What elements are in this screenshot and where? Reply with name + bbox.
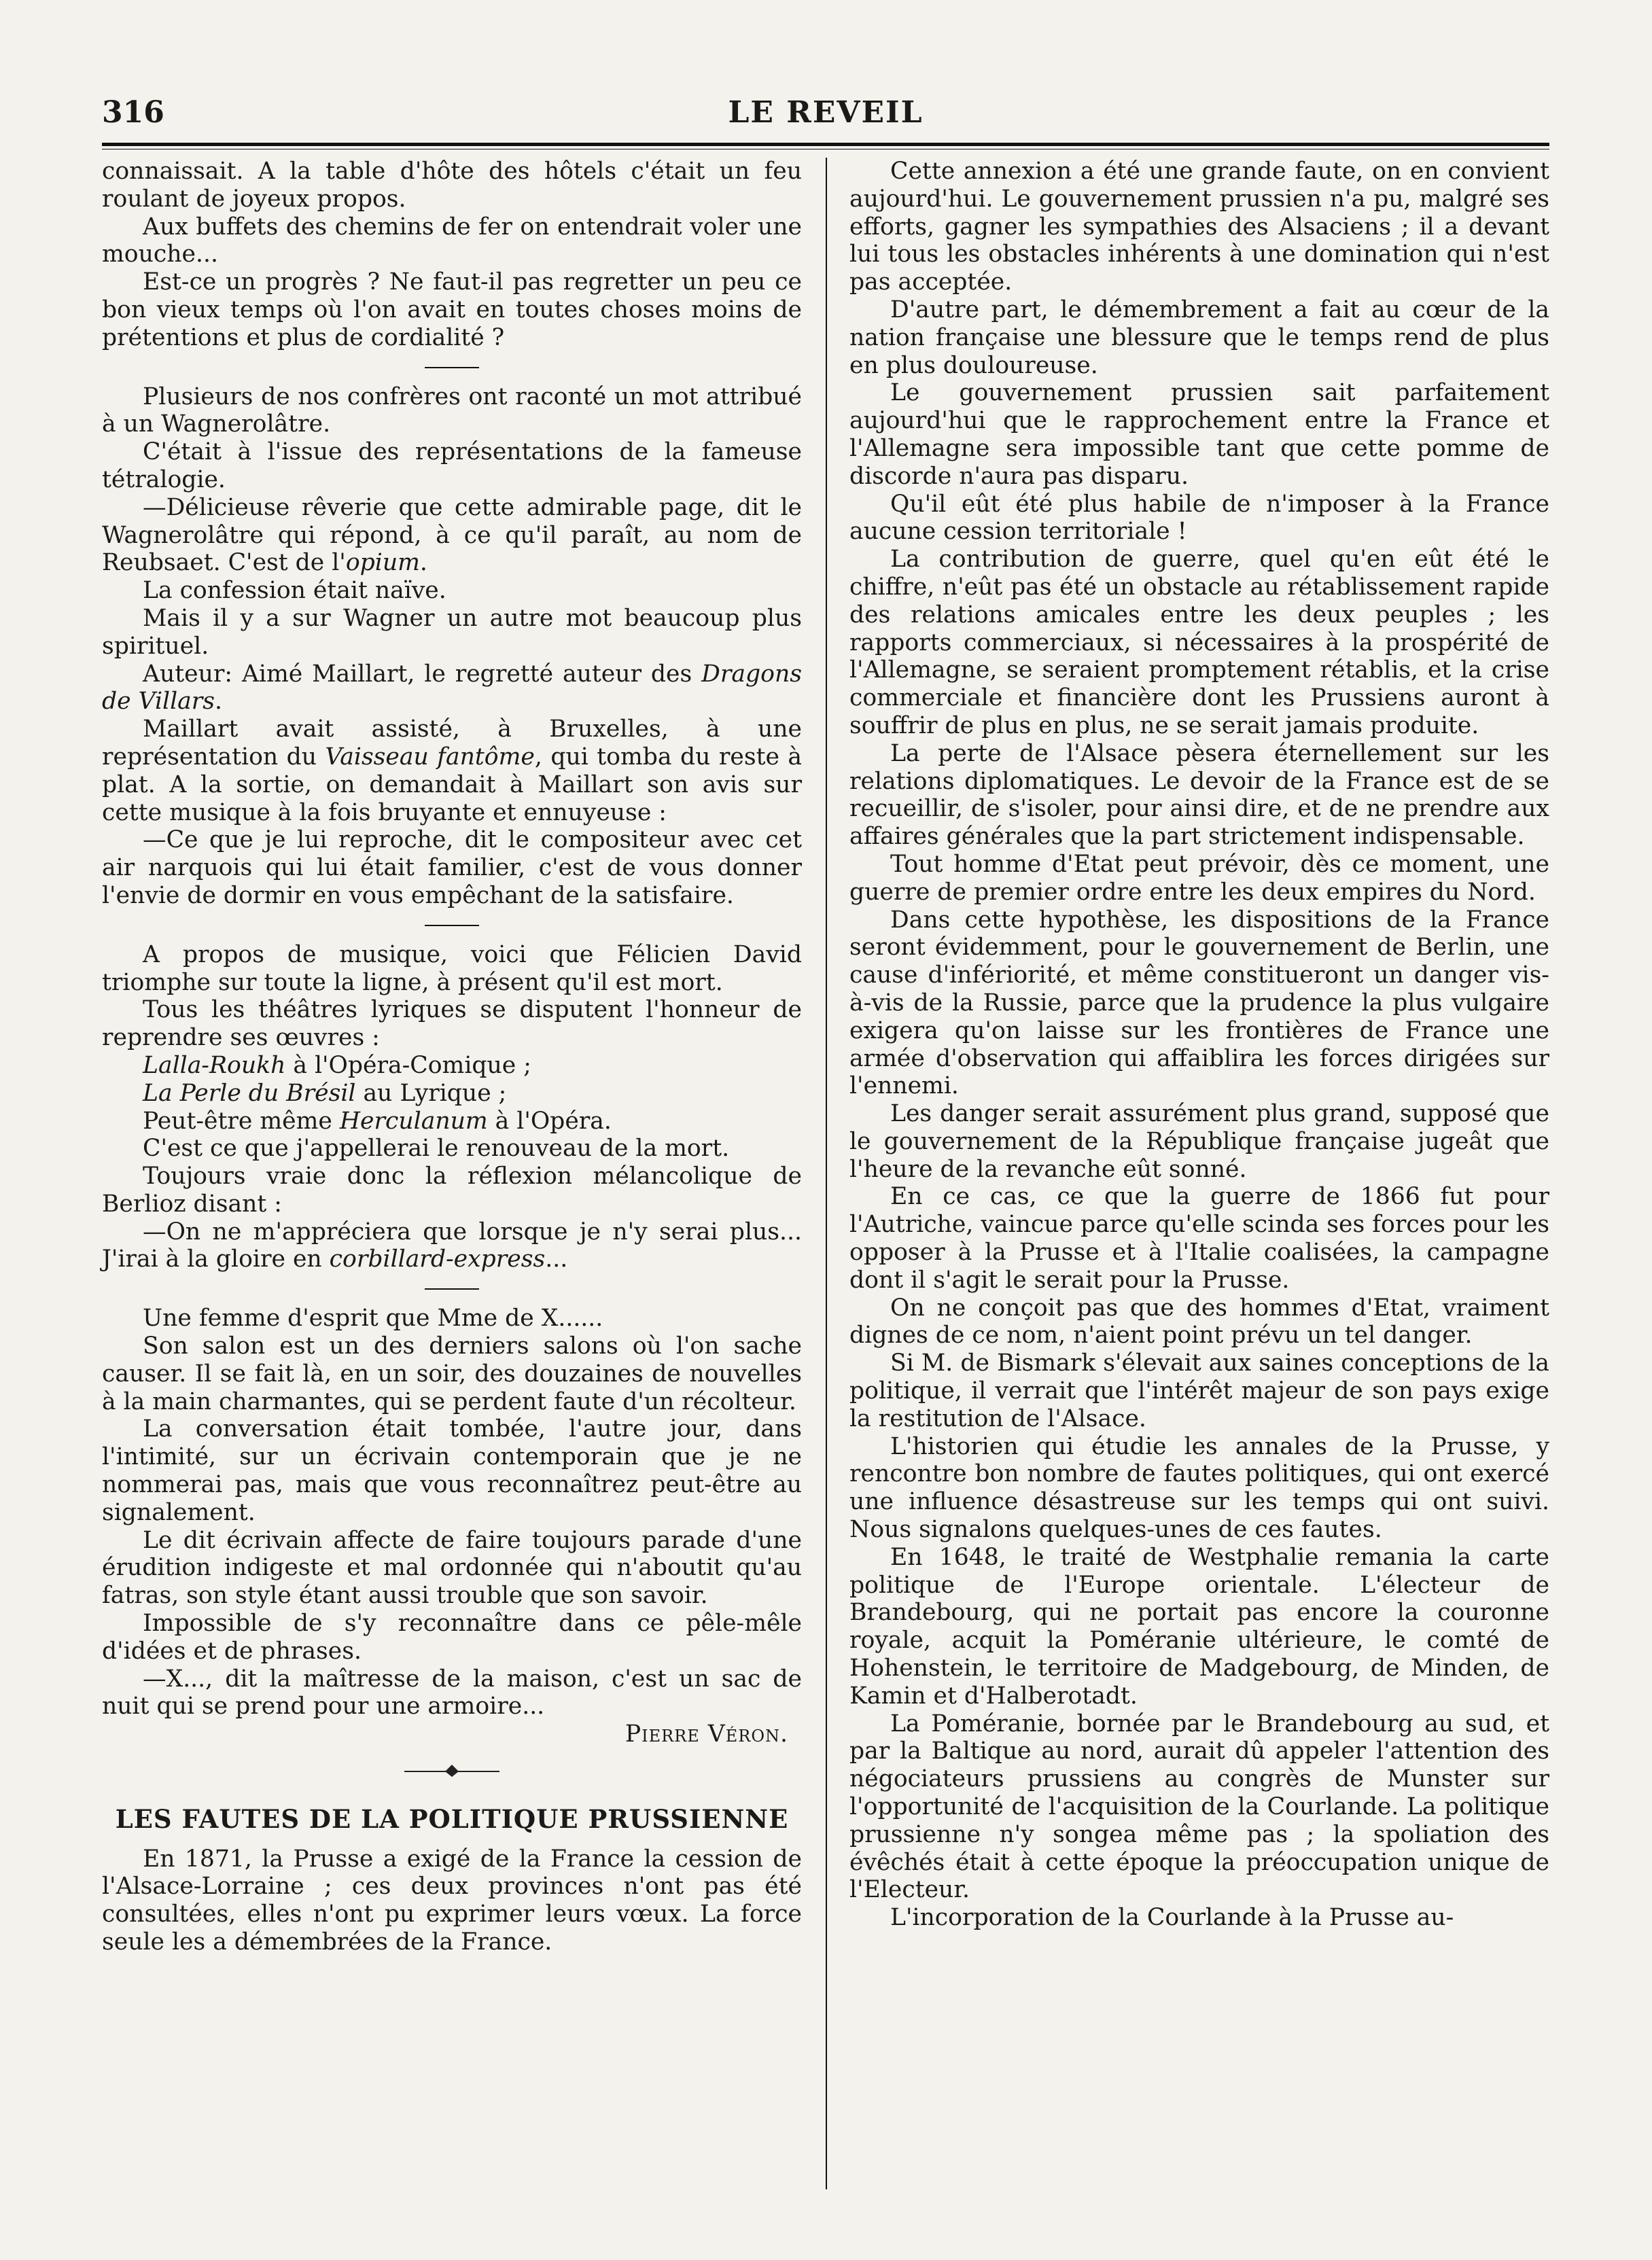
ornament-icon [398, 1759, 506, 1780]
paragraph: C'était à l'issue des représentations de la fameuse tétralogie. [102, 438, 802, 493]
ornament-divider [102, 1759, 802, 1788]
paragraph: On ne conçoit pas que des hommes d'Etat, vraiment dignes de ce nom, n'aient point prévu un tel danger. [849, 1294, 1549, 1349]
header-rule [102, 143, 1549, 149]
page-number: 316 [102, 95, 164, 130]
left-column [102, 158, 802, 1956]
paragraph: L'incorporation de la Courlande à la Prusse au- [890, 1904, 1454, 1932]
paragraph: Tous les théâtres lyriques se disputent l'honneur de reprendre ses œuvres : [102, 996, 802, 1052]
paragraph: Qu'il eût été plus habile de n'imposer à la France aucune cession territoriale ! [849, 490, 1549, 546]
newspaper-page [102, 88, 1549, 2208]
paragraph: Dans cette hypothèse, les dispositions de la France seront évidemment, pour le gouvernement de Berlin, une cause d'infériorité, et même constitueront un danger vis-à-vis de la Russie, parce que la prudence la plus vulgaire exigera qu'on laisse sur les frontières de France une armée d'observation qui affaiblira les forces dirigées sur l'ennemi. [849, 906, 1549, 1100]
paragraph: connaissait. A la table d'hôte des hôtels c'était un feu roulant de joyeux propos. [102, 158, 802, 213]
paragraph: Peut-être même Herculanum à l'Opéra. [143, 1107, 612, 1135]
paragraph: C'est ce que j'appellerai le renouveau de la mort. [143, 1135, 730, 1163]
author-signature: Pierre Véron. [625, 1720, 788, 1748]
page-header [102, 88, 1549, 143]
paragraph: La confession était naïve. [143, 577, 446, 605]
paragraph: Si M. de Bismark s'élevait aux saines conceptions de la politique, il verrait que l'intérêt majeur de son pays exige la restitution de l'Alsace. [849, 1349, 1549, 1432]
paragraph: Cette annexion a été une grande faute, on en convient aujourd'hui. Le gouvernement prussien n'a pu, malgré ses efforts, gagner les sympathies des Alsaciens ; il a devant lui tous les obstacles inhérents à une domination qui n'est pas acceptée. [849, 158, 1549, 296]
paragraph: La conversation était tombée, l'autre jour, dans l'intimité, sur un écrivain contemporain que je ne nommerai pas, mais que vous reconnaîtrez peut-être au signalement. [102, 1415, 802, 1526]
paragraph: En 1648, le traité de Westphalie remania la carte politique de l'Europe orientale. L'électeur de Brandebourg, qui ne portait pas encore la couronne royale, acquit la Poméranie ultérieure, le comté de Hohenstein, le territoire de Madgebourg, de Minden, de Kamin et d'Halberotadt. [849, 1543, 1549, 1710]
paragraph: Est-ce un progrès ? Ne faut-il pas regretter un peu ce bon vieux temps où l'on avait en toutes choses moins de prétentions et plus de cordialité ? [102, 268, 802, 351]
paragraph: Tout homme d'Etat peut prévoir, dès ce moment, une guerre de premier ordre entre les deux empires du Nord. [849, 850, 1549, 906]
paragraph: L'historien qui étudie les annales de la Prusse, y rencontre bon nombre de fautes politiques, qui ont exercé une influence désastreuse sur les temps qui ont suivi. Nous signalons quelques-unes de ces fautes. [849, 1432, 1549, 1544]
paragraph: —On ne m'appréciera que lorsque je n'y serai plus... J'irai à la gloire en corbillard-express... [102, 1218, 802, 1273]
paragraph: La perte de l'Alsace pèsera éternellement sur les relations diplomatiques. Le devoir de la France est de se recueillir, de s'isoler, pour ainsi dire, et de ne prendre aux affaires générales que la part strictement indispensable. [849, 739, 1549, 851]
paragraph: La Poméranie, bornée par le Brandebourg au sud, et par la Baltique au nord, aurait dû appeler l'attention des négociateurs prussiens au congrès de Munster sur l'opportunité de l'acquisition de la Courlande. La politique prussienne n'y songea même pas ; la spoliation des évêchés était à cette époque la préoccupation unique de l'Electeur. [849, 1710, 1549, 1904]
publication-title: LE REVEIL [728, 95, 924, 130]
paragraph: Auteur: Aimé Maillart, le regretté auteur des Dragons de Villars. [102, 660, 802, 716]
paragraph: La Perle du Brésil au Lyrique ; [143, 1079, 507, 1107]
paragraph: Plusieurs de nos confrères ont raconté un mot attribué à un Wagnerolâtre. [102, 383, 802, 438]
paragraph: La contribution de guerre, quel qu'en eût été le chiffre, n'eût pas été un obstacle au rétablissement rapide des relations amicales entre les deux peuples ; les rapports commerciaux, si nécessaires à la prospérité de l'Allemagne, se seraient promptement rétablis, et la crise commerciale et financière dont les Prussiens auront à souffrir de plus en plus, ne se serait jamais produite. [849, 546, 1549, 739]
paragraph: En 1871, la Prusse a exigé de la France la cession de l'Alsace-Lorraine ; ces deux provinces n'ont pas été consultées, elles n'ont pu exprimer leurs vœux. La force seule les a démembrées de la France. [102, 1845, 802, 1956]
paragraph: D'autre part, le démembrement a fait au cœur de la nation française une blessure que le temps rend de plus en plus douloureuse. [849, 296, 1549, 379]
paragraph: En ce cas, ce que la guerre de 1866 fut pour l'Autriche, vaincue parce qu'elle scinda ses forces pour les opposer à la Prusse et à l'Italie coalisées, la campagne dont il s'agit le serait pour la Prusse. [849, 1183, 1549, 1294]
section-divider [425, 1288, 479, 1290]
column-divider [826, 158, 827, 2189]
columns [102, 158, 1549, 2196]
paragraph: Maillart avait assisté, à Bruxelles, à une représentation du Vaisseau fantôme, qui tomba du reste à plat. A la sortie, on demandait à Maillart son avis sur cette musique à la fois bruyante et ennuyeuse : [102, 716, 802, 826]
paragraph: —Délicieuse rêverie que cette admirable page, dit le Wagnerolâtre qui répond, à ce qu'il paraît, au nom de Reubsaet. C'est de l'opium. [102, 493, 802, 577]
paragraph: Une femme d'esprit que Mme de X...... [143, 1305, 603, 1332]
paragraph: Le dit écrivain affecte de faire toujours parade d'une érudition indigeste et mal ordonnée qui n'aboutit qu'au fatras, son style étant aussi trouble que son savoir. [102, 1526, 802, 1610]
paragraph: Lalla-Roukh à l'Opéra-Comique ; [143, 1051, 531, 1079]
paragraph: Mais il y a sur Wagner un autre mot beaucoup plus spirituel. [102, 604, 802, 660]
right-column [849, 158, 1549, 1932]
article-title: LES FAUTES DE LA POLITIQUE PRUSSIENNE [115, 1803, 789, 1834]
paragraph: Le gouvernement prussien sait parfaitement aujourd'hui que le rapprochement entre la France et l'Allemagne sera impossible tant que cette pomme de discorde n'aura pas disparu. [849, 379, 1549, 490]
section-divider [425, 367, 479, 368]
section-divider [425, 925, 479, 926]
paragraph: —X..., dit la maîtresse de la maison, c'est un sac de nuit qui se prend pour une armoire... [102, 1665, 802, 1720]
paragraph: Toujours vraie donc la réflexion mélancolique de Berlioz disant : [102, 1163, 802, 1218]
paragraph: Impossible de s'y reconnaître dans ce pêle-mêle d'idées et de phrases. [102, 1610, 802, 1665]
paragraph: Son salon est un des derniers salons où l'on sache causer. Il se fait là, en un soir, des douzaines de nouvelles à la main charmantes, qui se perdent faute d'un récolteur. [102, 1332, 802, 1415]
paragraph: —Ce que je lui reproche, dit le compositeur avec cet air narquois qui lui était familier, c'est de vous donner l'envie de dormir en vous empêchant de la satisfaire. [102, 826, 802, 909]
paragraph: A propos de musique, voici que Félicien David triomphe sur toute la ligne, à présent qu'il est mort. [102, 940, 802, 996]
paragraph: Les danger serait assurément plus grand, supposé que le gouvernement de la République française jugeât que l'heure de la revanche eût sonné. [849, 1100, 1549, 1183]
paragraph: Aux buffets des chemins de fer on entendrait voler une mouche... [102, 213, 802, 268]
